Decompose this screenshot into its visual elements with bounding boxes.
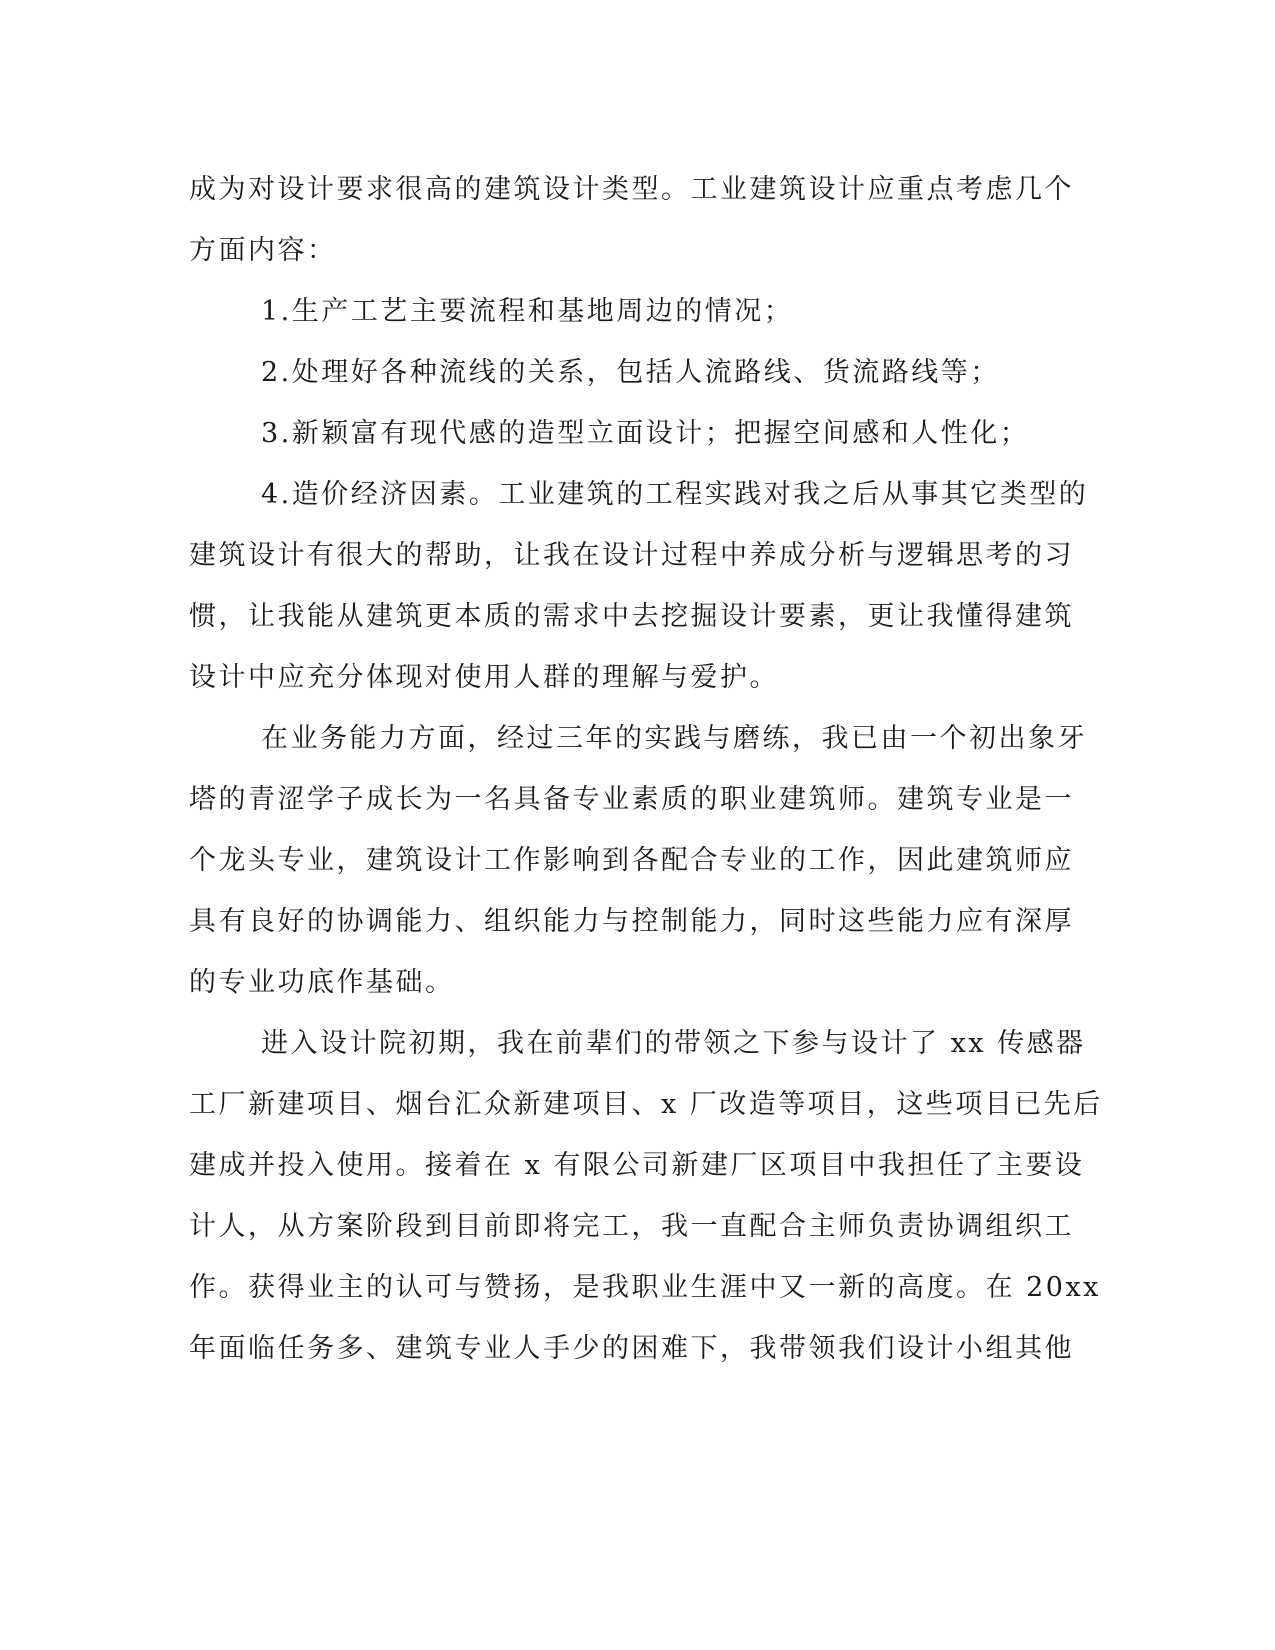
text-line: 计人，从方案阶段到目前即将完工，我一直配合主师负责协调组织工 [189,1211,1074,1242]
text-line: 进入设计院初期，我在前辈们的带领之下参与设计了 xx 传感器 [261,1028,1086,1059]
text-line: 1.生产工艺主要流程和基地周边的情况； [261,296,794,327]
text-line: 方面内容： [189,235,337,266]
text-line: 个龙头专业，建筑设计工作影响到各配合专业的工作，因此建筑师应 [189,845,1074,876]
text-line: 2.处理好各种流线的关系，包括人流路线、货流路线等； [261,357,1000,388]
text-line: 建筑设计有很大的帮助，让我在设计过程中养成分析与逻辑思考的习 [189,540,1074,571]
text-line: 塔的青涩学子成长为一名具备专业素质的职业建筑师。建筑专业是一 [189,784,1074,815]
text-line: 工厂新建项目、烟台汇众新建项目、x 厂改造等项目，这些项目已先后 [189,1089,1103,1120]
text-line: 的专业功底作基础。 [189,967,455,998]
text-line: 作。获得业主的认可与赞扬，是我职业生涯中又一新的高度。在 20xx [189,1272,1101,1303]
body-text [189,159,1103,1379]
text-line: 具有良好的协调能力、组织能力与控制能力，同时这些能力应有深厚 [189,906,1074,937]
text-line: 4.造价经济因素。工业建筑的工程实践对我之后从事其它类型的 [261,479,1089,510]
text-line: 惯，让我能从建筑更本质的需求中去挖掘设计要素，更让我懂得建筑 [189,601,1074,632]
text-line: 设计中应充分体现对使用人群的理解与爱护。 [189,662,779,693]
text-line: 成为对设计要求很高的建筑设计类型。工业建筑设计应重点考虑几个 [189,174,1074,205]
text-line: 在业务能力方面，经过三年的实践与磨练，我已由一个初出象牙 [261,723,1087,754]
text-line: 建成并投入使用。接着在 x 有限公司新建厂区项目中我担任了主要设 [189,1150,1085,1181]
text-line: 年面临任务多、建筑专业人手少的困难下，我带领我们设计小组其他 [189,1333,1074,1364]
text-line: 3.新颖富有现代感的造型立面设计；把握空间感和人性化； [261,418,1030,449]
